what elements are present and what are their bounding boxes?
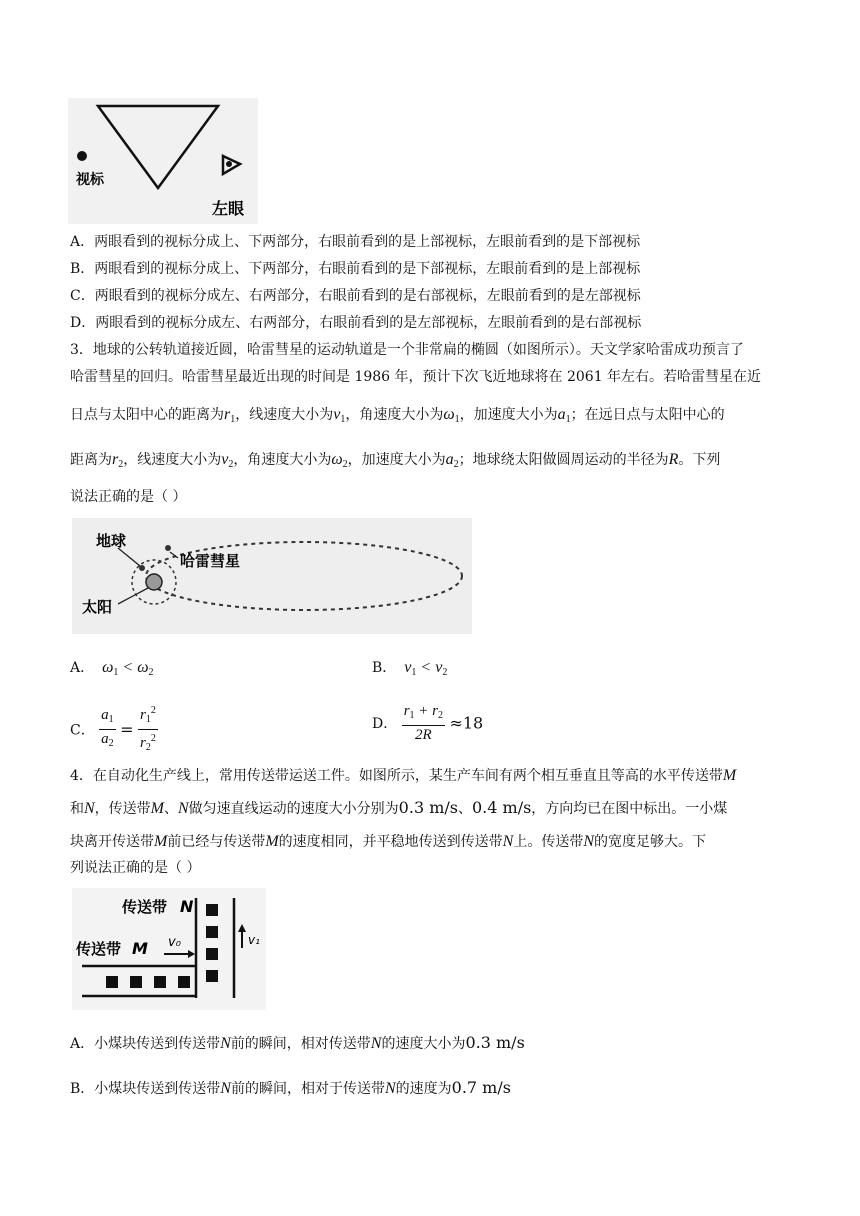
- q2-option-a: A．两眼看到的视标分成上、下两部分，右眼前看到的是上部视标，左眼前看到的是下部视标: [70, 234, 641, 250]
- q3-stem-line-1: 3．地球的公转轨道接近圆，哈雷彗星的运动轨道是一个非常扁的椭圆（如图所示）。天文学家哈雷成功预言了: [70, 342, 744, 358]
- svg-text:M: M: [132, 939, 148, 958]
- label-left-eye: 左眼: [212, 199, 245, 218]
- q2-option-d: D．两眼看到的视标分成左、右两部分，右眼前看到的是左部视标，左眼前看到的是右部视标: [70, 315, 642, 331]
- q3-option-b: B． $v_1 < v_2$: [372, 659, 448, 678]
- figure-1-drawing: [68, 98, 258, 224]
- label-earth: 地球: [96, 532, 127, 550]
- triangle-shape: [98, 106, 218, 188]
- conveyor-drawing: [72, 888, 266, 1010]
- q4-stem-line-2: 和N，传送带M、N做匀速直线运动的速度大小分别为0.3 m/s、0.4 m/s，方向均已在图中标出。一小煤: [70, 798, 728, 817]
- q4-option-a: A．小煤块传送到传送带N前的瞬间，相对传送带N的速度大小为0.3 m/s: [70, 1033, 525, 1052]
- label-target: 视标: [76, 172, 104, 188]
- q3-option-c: C． $\frac{a_1}{a_2}$ = $\frac{r_1^2}{r_2^2}$: [70, 702, 158, 757]
- label-belt-n: 传送带: [122, 898, 168, 916]
- target-dot: [77, 151, 87, 161]
- figure-conveyor: [72, 888, 266, 1010]
- q3-stem-line-2: 哈雷彗星的回归。哈雷彗星最近出现的时间是 1986 年，预计下次飞近地球将在 2061 年左右。若哈雷彗星在近: [70, 369, 762, 385]
- label-belt-m: 传送带: [76, 940, 122, 958]
- comet-icon: [165, 545, 171, 551]
- orbit-drawing: [72, 518, 472, 634]
- q3-stem-line-4: 距离为$r_2$，线速度大小为$v_2$，角速度大小为$\omega_2$，加速度大小为$a_2$；地球绕太阳做圆周运动的半径为R。下列: [70, 451, 721, 470]
- coal-blocks: [106, 904, 218, 988]
- figure-orbit: [72, 518, 472, 634]
- q2-option-c: C．两眼看到的视标分成左、右两部分，右眼前看到的是右部视标，左眼前看到的是左部视标: [70, 288, 641, 304]
- label-v0: v₀: [168, 935, 181, 950]
- eye-icon: [223, 156, 240, 174]
- q3-option-d: D． $\frac{r_1 + r_2}{2R}$ ≈18: [372, 703, 484, 743]
- figure-visual-target: [68, 98, 258, 224]
- sun-icon: [146, 574, 162, 590]
- label-sun: 太阳: [82, 598, 113, 616]
- q3-stem-line-3: 日点与太阳中心的距离为$r_1$，线速度大小为$v_1$，角速度大小为$\omega_1$，加速度大小为$a_1$；在远日点与太阳中心的: [70, 406, 725, 425]
- q3-stem-line-5: 说法正确的是（ ）: [70, 489, 187, 505]
- q3-option-a: A． $\omega_1 < \omega_2$: [70, 659, 154, 678]
- label-v1: v₁: [248, 933, 260, 947]
- q4-option-b: B．小煤块传送到传送带N前的瞬间，相对于传送带N的速度为0.7 m/s: [70, 1078, 511, 1097]
- q4-stem-line-3: 块离开传送带M前已经与传送带M的速度相同，并平稳地传送到传送带N上。传送带N的宽度足够大。下: [70, 833, 706, 850]
- q4-stem-line-1: 4．在自动化生产线上，常用传送带运送工件。如图所示，某生产车间有两个相互垂直且等高的水平传送带M: [70, 767, 737, 784]
- q4-stem-line-4: 列说法正确的是（ ）: [70, 860, 201, 876]
- svg-text:N: N: [180, 897, 194, 916]
- q2-option-b: B．两眼看到的视标分成上、下两部分，右眼前看到的是下部视标，左眼前看到的是上部视标: [70, 261, 641, 277]
- label-comet: 哈雷彗星: [180, 552, 241, 570]
